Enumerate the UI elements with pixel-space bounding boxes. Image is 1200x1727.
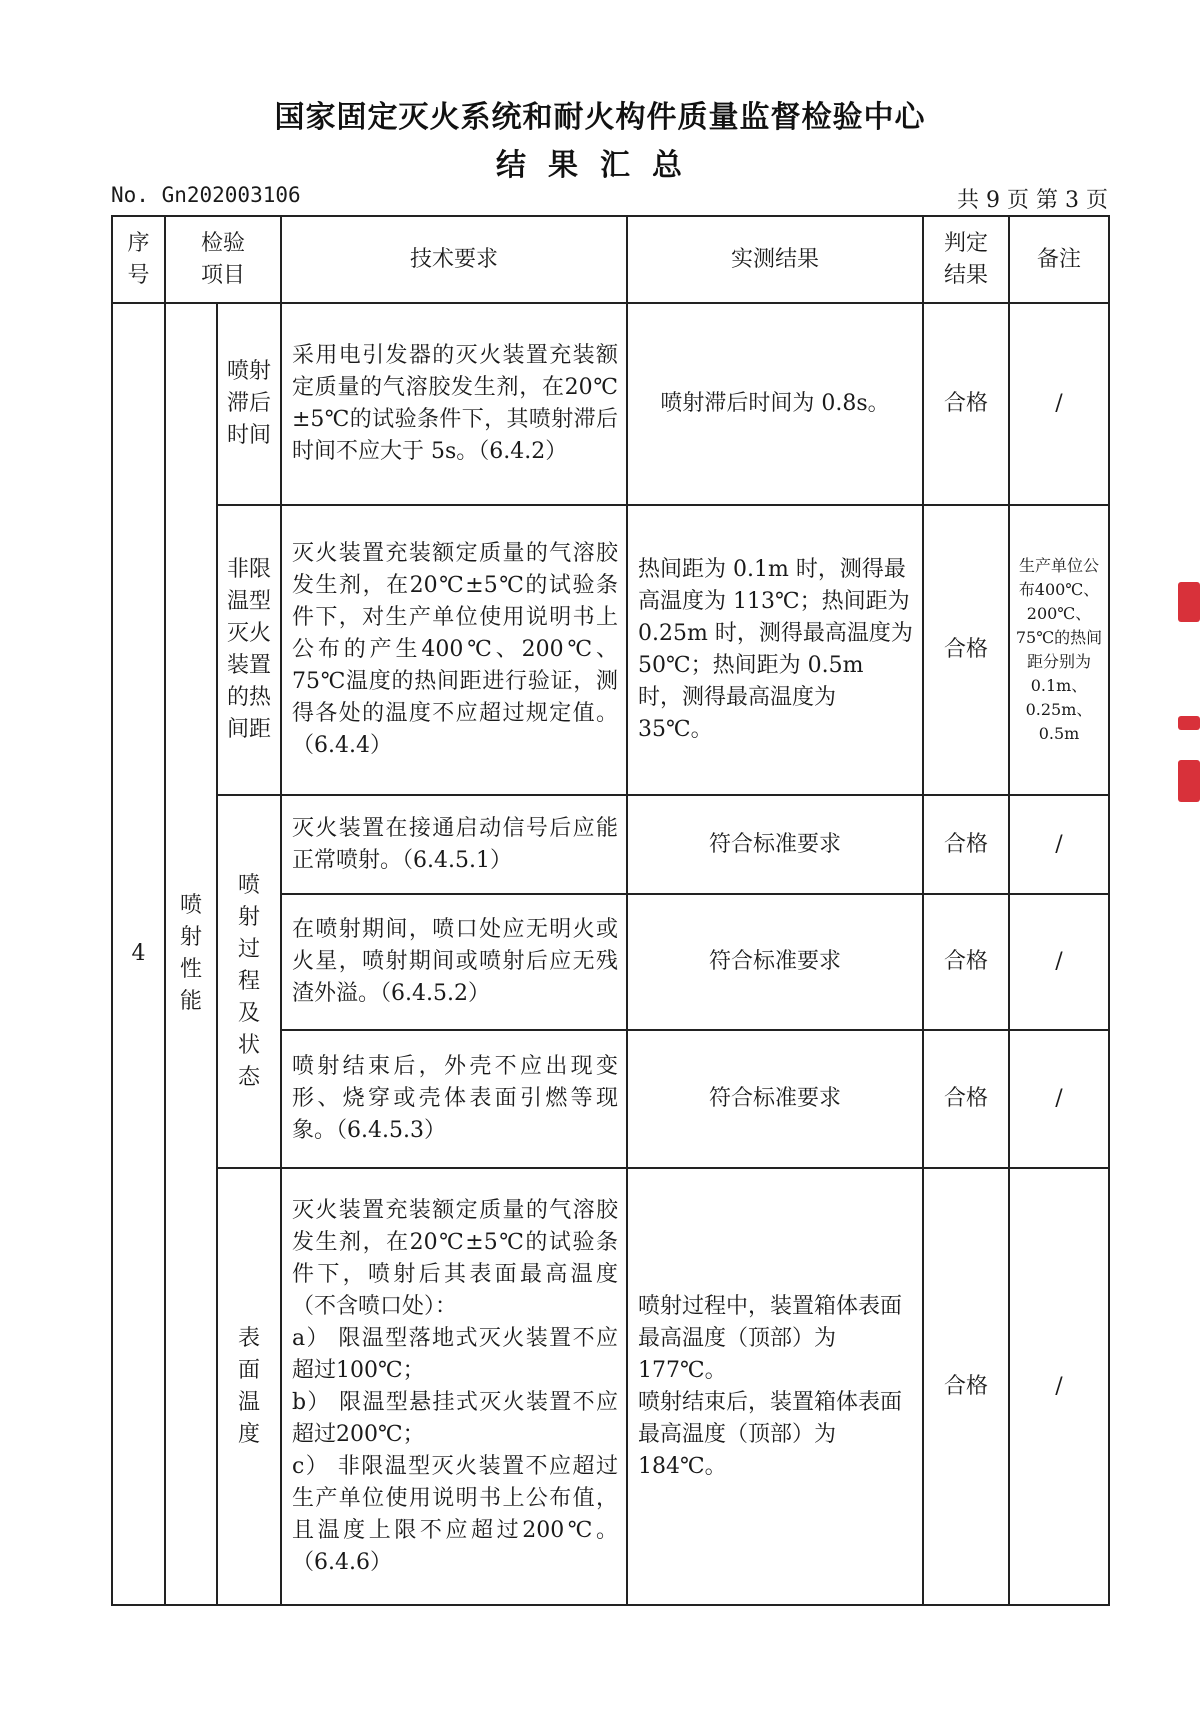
report-number: No. Gn202003106 [111,183,301,207]
result-cell: 热间距为 0.1m 时，测得最高温度为 113℃；热间距为 0.25m 时，测得最高温度为 50℃；热间距为 0.5m 时，测得最高温度为 35℃。 [627,505,923,795]
requirement-cell: 灭火装置在接通启动信号后应能正常喷射。（6.4.5.1） [281,795,627,894]
seal-stamp-fragment [1178,582,1200,622]
result-line: 喷射过程中，装置箱体表面最高温度（顶部）为177℃。 [638,1293,903,1383]
subitem-cell: 喷射过程及状态 [217,795,281,1168]
table-row [112,505,1109,795]
result-cell [627,1168,923,1605]
judgement-cell: 合格 [923,303,1009,505]
remark-cell: 生产单位公布400℃、200℃、75℃的热间距分别为0.1m、0.25m、0.5m [1009,505,1109,795]
table-row [112,795,1109,894]
requirement-line: a） 限温型落地式灭火装置不应超过100℃； [292,1325,618,1383]
remark-cell: / [1009,795,1109,894]
row-number: 4 [112,303,165,1605]
header-no: 序号 [112,216,165,303]
judgement-cell: 合格 [923,505,1009,795]
category-cell: 喷射性能 [165,303,217,1605]
results-table [111,215,1110,1606]
requirement-line: c） 非限温型灭火装置不应超过生产单位使用说明书上公布值，且温度上限不应超过200℃。（6.4.6） [292,1453,618,1575]
requirement-cell: 灭火装置充装额定质量的气溶胶发生剂，在20℃±5℃的试验条件下，对生产单位使用说明书上公布的产生400℃、200℃、75℃温度的热间距进行验证，测得各处的温度不应超过规定值。（6.4.4） [281,505,627,795]
judgement-cell: 合格 [923,1030,1009,1168]
requirement-cell: 喷射结束后，外壳不应出现变形、烧穿或壳体表面引燃等现象。（6.4.5.3） [281,1030,627,1168]
subitem-cell: 表面温度 [217,1168,281,1605]
result-line: 喷射结束后，装置箱体表面最高温度（顶部）为184℃。 [638,1389,903,1479]
table-row [112,1168,1109,1605]
header-result: 实测结果 [627,216,923,303]
requirement-line: b） 限温型悬挂式灭火装置不应超过200℃； [292,1389,618,1447]
result-cell: 符合标准要求 [627,894,923,1030]
result-cell: 符合标准要求 [627,795,923,894]
remark-cell: / [1009,894,1109,1030]
judgement-cell: 合格 [923,1168,1009,1605]
remark-cell: / [1009,1168,1109,1605]
result-cell: 符合标准要求 [627,1030,923,1168]
remark-cell: / [1009,1030,1109,1168]
page-info: 共 9 页 第 3 页 [957,188,1108,213]
header-remark: 备注 [1009,216,1109,303]
table-row [112,303,1109,505]
table-header-row [112,216,1109,303]
header-item: 检验项目 [165,216,281,303]
remark-cell: / [1009,303,1109,505]
subitem-cell: 非限温型灭火装置的热间距 [217,505,281,795]
requirement-cell [281,1168,627,1605]
document-subtitle: 结果汇总 [496,148,704,183]
document-title: 国家固定灭火系统和耐火构件质量监督检验中心 [274,100,926,135]
seal-stamp-fragment [1178,716,1200,730]
requirement-line: 灭火装置充装额定质量的气溶胶发生剂，在20℃±5℃的试验条件下，喷射后其表面最高温度（不含喷口处）： [292,1197,618,1319]
result-cell: 喷射滞后时间为 0.8s。 [627,303,923,505]
header-judgement: 判定结果 [923,216,1009,303]
judgement-cell: 合格 [923,795,1009,894]
seal-stamp-fragment [1178,760,1200,802]
requirement-cell: 采用电引发器的灭火装置充装额定质量的气溶胶发生剂，在20℃±5℃的试验条件下，其喷射滞后时间不应大于 5s。（6.4.2） [281,303,627,505]
header-requirement: 技术要求 [281,216,627,303]
judgement-cell: 合格 [923,894,1009,1030]
requirement-cell: 在喷射期间，喷口处应无明火或火星，喷射期间或喷射后应无残渣外溢。（6.4.5.2） [281,894,627,1030]
subitem-cell: 喷射滞后时间 [217,303,281,505]
